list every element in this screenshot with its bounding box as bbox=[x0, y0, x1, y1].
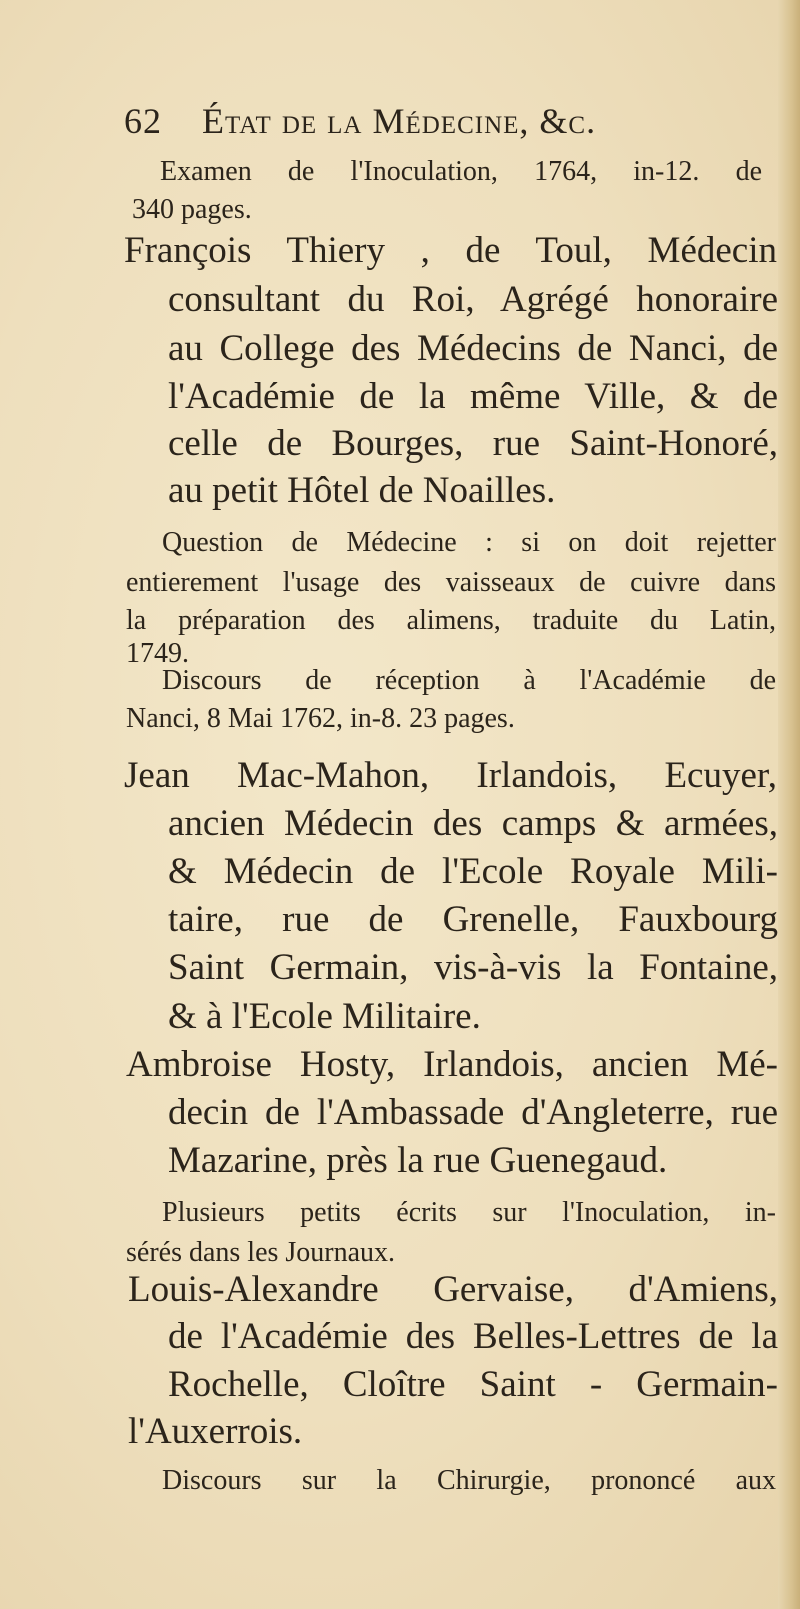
entry-text-line: & Médecin de l'Ecole Royale Mili- bbox=[168, 851, 778, 892]
entry-text-line: Rochelle, Cloître Saint - Germain- bbox=[168, 1364, 778, 1405]
text-line: la préparation des alimens, traduite du Latin, bbox=[126, 605, 776, 636]
text-line: Nanci, 8 Mai 1762, in-8. 23 pages. bbox=[126, 703, 515, 734]
entry-heading-line: Ambroise Hosty, Irlandois, ancien Mé- bbox=[126, 1044, 778, 1085]
entry-text-line: l'Académie de la même Ville, & de bbox=[168, 376, 778, 417]
entry-heading-line: Jean Mac-Mahon, Irlandois, Ecuyer, bbox=[124, 755, 777, 796]
entry-text-line: ancien Médecin des camps & armées, bbox=[168, 803, 778, 844]
text-line: sérés dans les Journaux. bbox=[126, 1237, 396, 1268]
text-line: Question de Médecine : si on doit rejetter bbox=[162, 527, 776, 558]
entry-text-line: au petit Hôtel de Noailles. bbox=[168, 470, 556, 511]
entry-heading-line: François Thiery , de Toul, Médecin bbox=[124, 230, 777, 271]
text-line: Examen de l'Inoculation, 1764, in-12. de bbox=[160, 156, 762, 187]
entry-text-line: decin de l'Ambassade d'Angleterre, rue bbox=[168, 1092, 778, 1133]
text-line: entierement l'usage des vaisseaux de cuivre dans bbox=[126, 567, 776, 598]
entry-text-line: & à l'Ecole Militaire. bbox=[168, 996, 481, 1037]
text-line: 1749. bbox=[126, 638, 189, 669]
entry-text-line: Mazarine, près la rue Guenegaud. bbox=[168, 1140, 668, 1181]
page-header bbox=[124, 100, 764, 148]
page-edge bbox=[778, 0, 800, 1609]
entry-text-line: celle de Bourges, rue Saint-Honoré, bbox=[168, 423, 778, 464]
text-line: 340 pages. bbox=[132, 194, 252, 225]
entry-text-line: l'Auxerrois. bbox=[128, 1411, 303, 1452]
entry-text-line: taire, rue de Grenelle, Fauxbourg bbox=[168, 899, 778, 940]
text-line: Plusieurs petits écrits sur l'Inoculation, in- bbox=[162, 1197, 776, 1228]
entry-text-line: de l'Académie des Belles-Lettres de la bbox=[168, 1316, 778, 1357]
running-title: État de la Médecine, &c. bbox=[202, 101, 597, 141]
entry-heading-line: Louis-Alexandre Gervaise, d'Amiens, bbox=[128, 1269, 778, 1310]
entry-text-line: consultant du Roi, Agrégé honoraire bbox=[168, 279, 778, 320]
entry-text-line: au College des Médecins de Nanci, de bbox=[168, 328, 778, 369]
text-line: Discours de réception à l'Académie de bbox=[162, 665, 776, 696]
entry-text-line: Saint Germain, vis-à-vis la Fontaine, bbox=[168, 947, 778, 988]
page-number: 62 bbox=[124, 101, 162, 141]
text-line: Discours sur la Chirurgie, prononcé aux bbox=[162, 1465, 776, 1496]
